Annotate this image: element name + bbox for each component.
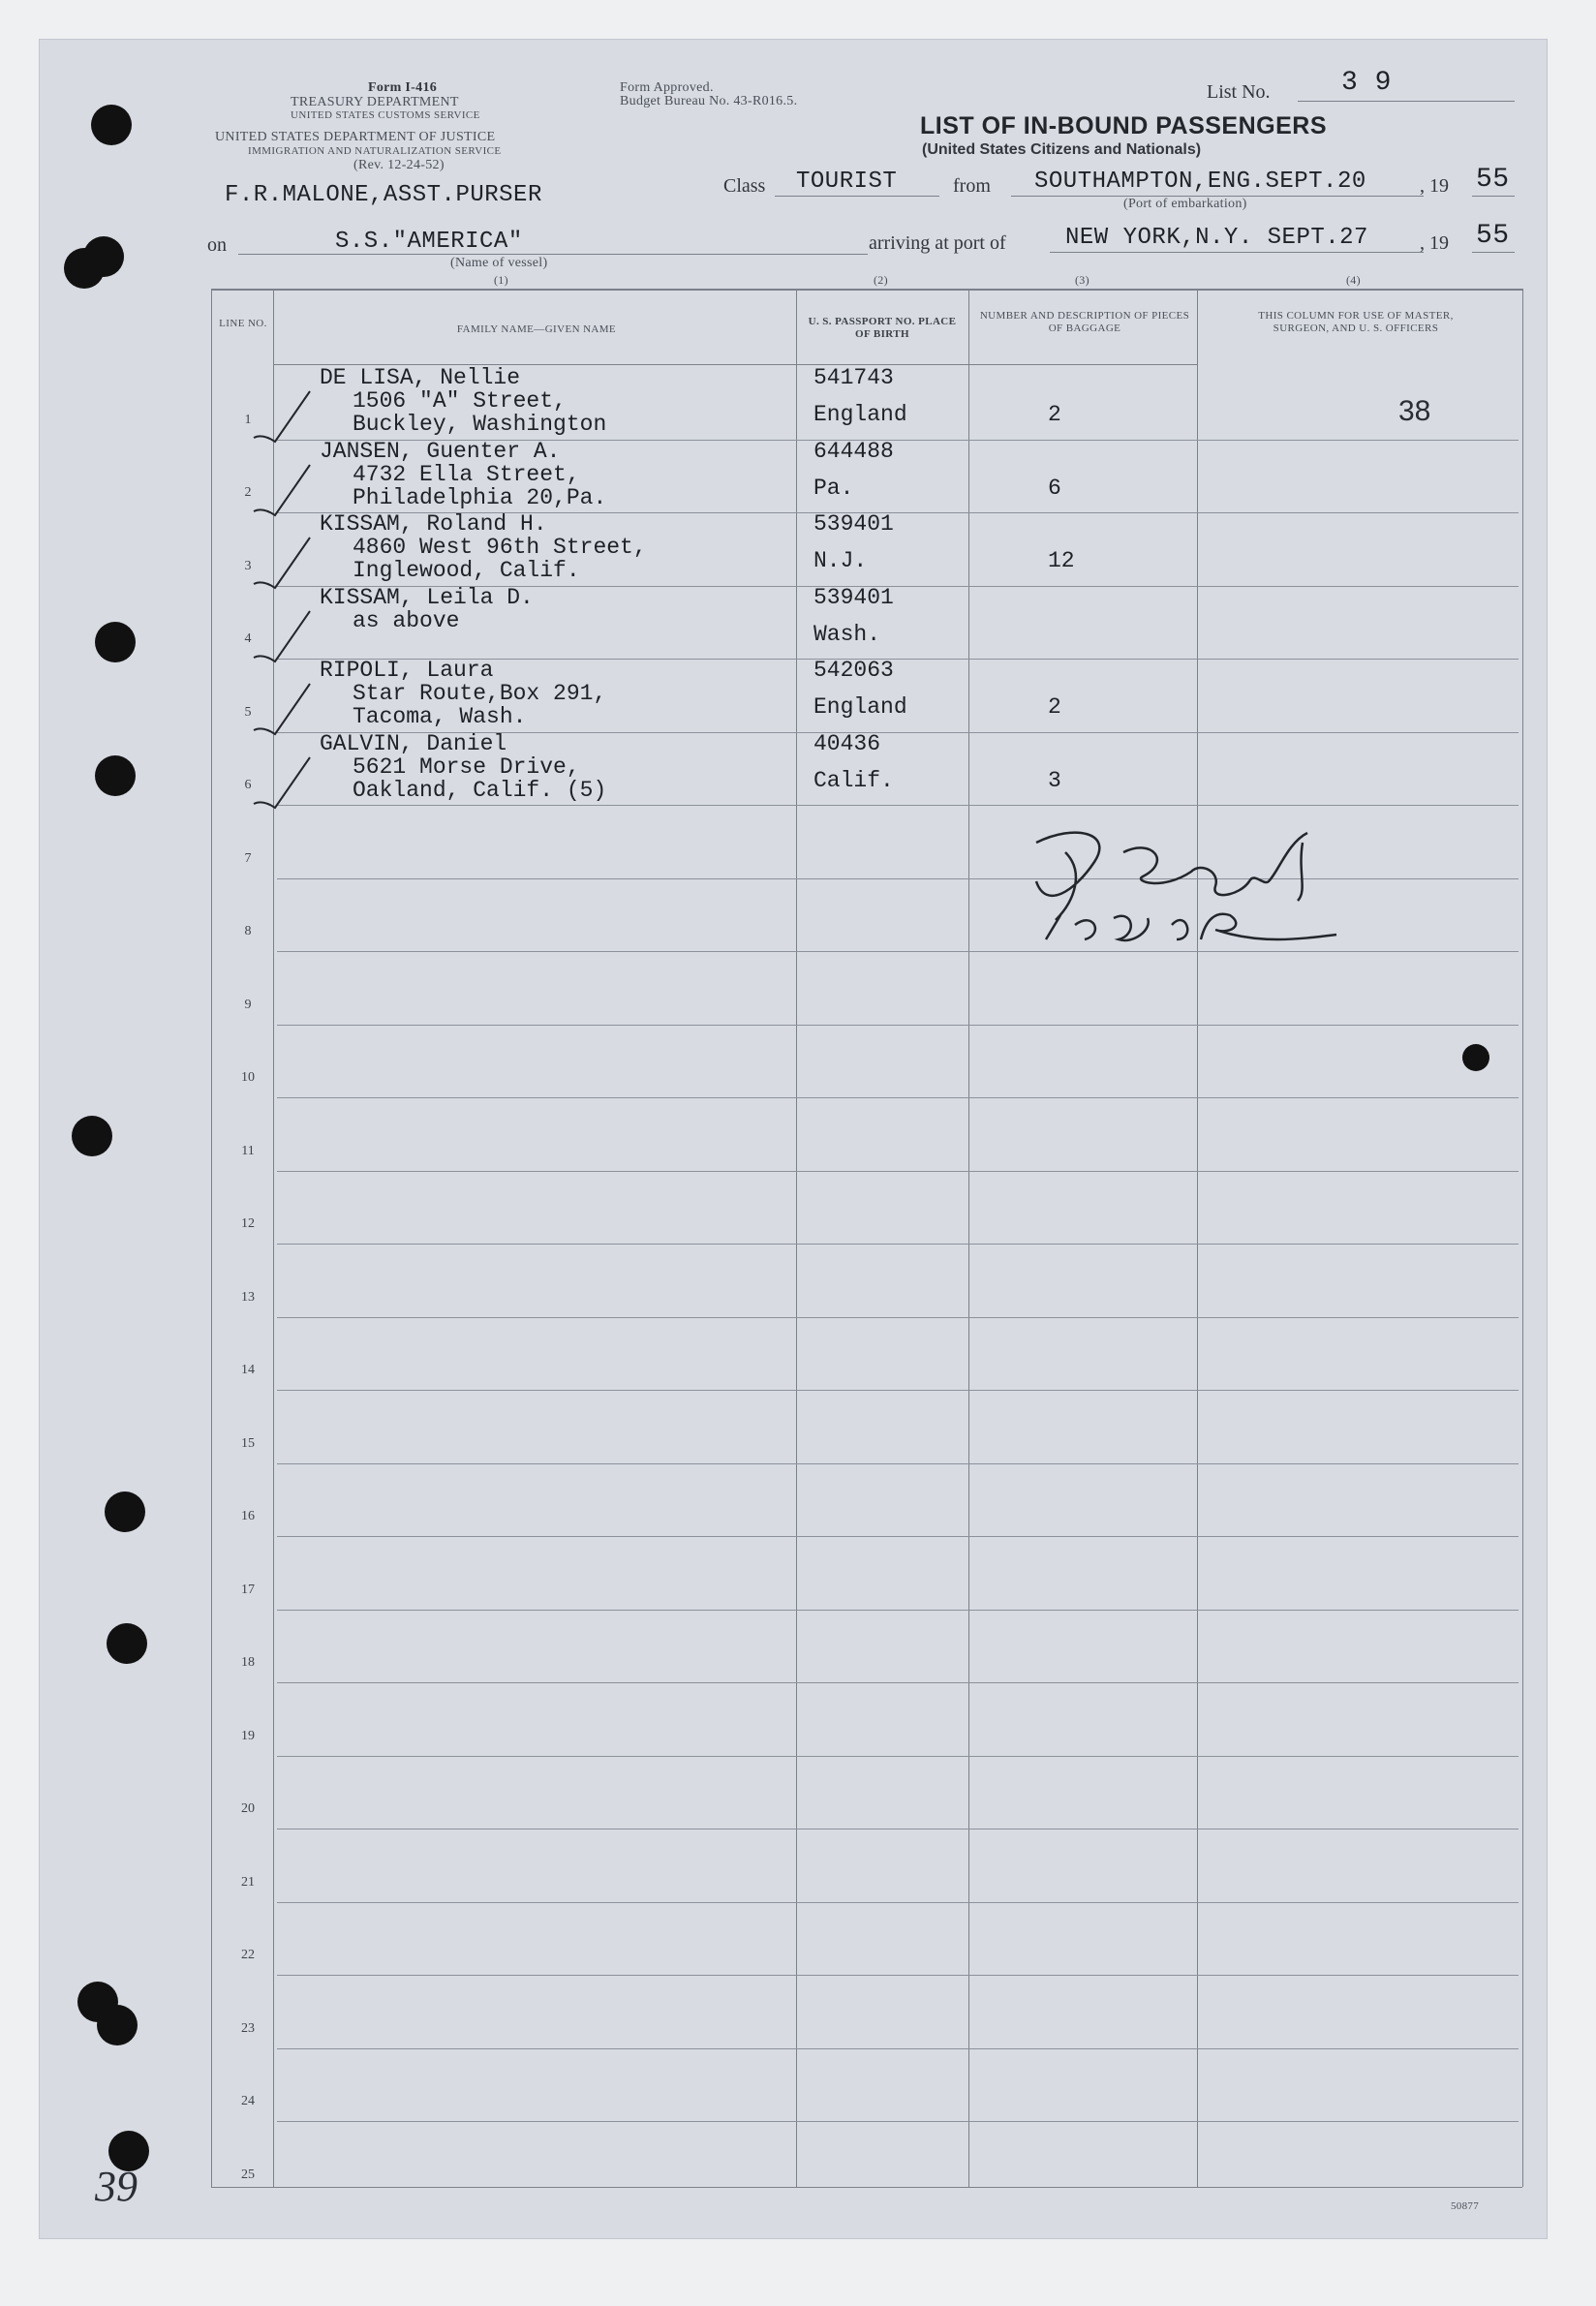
line-number: 8	[244, 924, 252, 938]
table-left-border	[211, 289, 212, 2187]
year-prefix-2: , 19	[1420, 232, 1449, 254]
revision-date: (Rev. 12-24-52)	[353, 158, 445, 172]
baggage-count: 2	[1048, 694, 1061, 720]
line-number: 18	[241, 1655, 255, 1670]
list-no-label: List No.	[1207, 81, 1271, 103]
place-of-birth: England	[813, 694, 907, 720]
customs-service: UNITED STATES CUSTOMS SERVICE	[291, 109, 480, 121]
line-number: 13	[241, 1289, 255, 1305]
passenger-address-2: Philadelphia 20,Pa.	[353, 484, 607, 510]
place-of-birth: England	[813, 402, 907, 427]
punch-hole	[83, 236, 124, 277]
line-number: 20	[241, 1801, 255, 1816]
row-rule	[277, 2048, 1519, 2049]
line-number: 4	[244, 631, 252, 646]
passenger-address-1: 4732 Ella Street,	[353, 461, 580, 487]
class-label: Class	[723, 175, 766, 197]
check-mark-icon	[250, 680, 318, 738]
form-title: LIST OF IN-BOUND PASSENGERS	[920, 112, 1328, 139]
passenger-address-1: 1506 "A" Street,	[353, 388, 567, 414]
punch-hole	[72, 1116, 112, 1156]
immigration-service: IMMIGRATION AND NATURALIZATION SERVICE	[248, 145, 502, 157]
row-rule	[277, 1025, 1519, 1026]
row-rule	[277, 1390, 1519, 1391]
vessel-note: (Name of vessel)	[450, 256, 548, 270]
line-number: 23	[241, 2020, 255, 2036]
header-officers: THIS COLUMN FOR USE OF MASTER, SURGEON, AND U. S. OFFICERS	[1258, 310, 1454, 334]
check-mark-icon	[250, 607, 318, 665]
line-number: 21	[241, 1874, 255, 1890]
passenger-address-1: Star Route,Box 291,	[353, 681, 607, 706]
passenger-address-2: Inglewood, Calif.	[353, 558, 580, 583]
punch-hole	[105, 1491, 145, 1532]
table-right-border	[1522, 289, 1523, 2187]
arrival-underline	[1050, 252, 1424, 253]
justice-department: UNITED STATES DEPARTMENT OF JUSTICE	[215, 130, 496, 144]
passenger-address-1: 5621 Morse Drive,	[353, 753, 580, 780]
line-number: 7	[244, 850, 252, 866]
passport-number: 40436	[813, 730, 881, 756]
treasury-department: TREASURY DEPARTMENT	[291, 95, 459, 109]
form-number: Form I-416	[368, 80, 438, 95]
line-number: 24	[241, 2094, 255, 2108]
class-underline	[775, 196, 939, 197]
line-number: 14	[241, 1363, 255, 1377]
form-sheet	[39, 39, 1548, 2239]
budget-bureau: Budget Bureau No. 43-R016.5.	[620, 94, 798, 108]
check-mark-icon	[250, 387, 318, 446]
line-number: 17	[241, 1582, 255, 1597]
passenger-address-1: 4860 West 96th Street,	[353, 535, 647, 560]
row-rule	[277, 1463, 1519, 1464]
arrival-port: NEW YORK,N.Y. SEPT.27	[1065, 225, 1368, 251]
row-rule	[277, 1171, 1519, 1172]
header-baggage: NUMBER AND DESCRIPTION OF PIECES OF BAGGAGE	[979, 310, 1190, 334]
punch-hole	[97, 2005, 138, 2045]
line-number: 25	[241, 2167, 255, 2182]
passport-number: 644488	[813, 438, 894, 464]
header-family-name: FAMILY NAME—GIVEN NAME	[456, 323, 617, 335]
class-value: TOURIST	[796, 169, 898, 195]
line-number: 10	[241, 1070, 255, 1085]
officer-signature	[1007, 804, 1433, 959]
purser-name: F.R.MALONE,ASST.PURSER	[225, 182, 542, 208]
row-rule	[277, 1536, 1519, 1537]
row-rule	[277, 1902, 1519, 1903]
row-rule	[277, 1097, 1519, 1098]
vessel-name: S.S."AMERICA"	[335, 229, 523, 255]
check-mark-icon	[250, 753, 318, 812]
check-mark-icon	[250, 461, 318, 519]
row-rule	[277, 2121, 1519, 2122]
passenger-address-2: Oakland, Calif. (5)	[353, 777, 607, 803]
place-of-birth: Pa.	[813, 475, 854, 501]
col-num-2: (2)	[874, 273, 888, 287]
passenger-name: DE LISA, Nellie	[320, 365, 521, 390]
line-number: 3	[244, 558, 252, 573]
on-label: on	[207, 234, 227, 256]
passenger-address-2: Tacoma, Wash.	[353, 704, 527, 729]
punch-hole	[95, 622, 136, 662]
form-code: 50877	[1451, 2200, 1479, 2212]
place-of-birth: Calif.	[813, 767, 894, 793]
line-number: 22	[241, 1948, 255, 1962]
row-rule	[277, 1317, 1519, 1318]
from-label: from	[953, 175, 991, 197]
row-rule	[277, 1756, 1519, 1757]
baggage-count: 3	[1048, 767, 1061, 793]
col-num-4: (4)	[1346, 273, 1361, 287]
line-number: 2	[244, 485, 252, 500]
arriving-label: arriving at port of	[869, 232, 1006, 254]
punch-hole	[107, 1623, 147, 1664]
embarkation-value: SOUTHAMPTON,ENG.SEPT.20	[1034, 169, 1366, 195]
punch-hole	[91, 105, 132, 145]
check-mark-icon	[250, 534, 318, 592]
place-of-birth: N.J.	[813, 548, 868, 573]
passenger-name: GALVIN, Daniel	[320, 730, 507, 756]
passport-number: 542063	[813, 658, 894, 683]
row-rule	[277, 1682, 1519, 1683]
line-number: 19	[241, 1728, 255, 1743]
line-number: 1	[244, 412, 252, 427]
passenger-name: KISSAM, Roland H.	[320, 511, 547, 537]
year1-underline	[1472, 196, 1515, 197]
baggage-count: 12	[1048, 548, 1075, 573]
passport-number: 539401	[813, 511, 894, 537]
year2-underline	[1472, 252, 1515, 253]
form-approved: Form Approved.	[620, 80, 714, 95]
passenger-name: JANSEN, Guenter A.	[320, 438, 561, 464]
vessel-underline	[238, 254, 868, 255]
ink-blot	[1462, 1044, 1489, 1071]
passport-number: 539401	[813, 584, 894, 610]
margin-number: 39	[95, 2163, 138, 2210]
col-num-3: (3)	[1075, 273, 1090, 287]
line-number: 6	[244, 778, 252, 792]
line-number: 15	[241, 1435, 255, 1451]
table-bottom-line	[211, 2187, 1522, 2188]
list-no-value: 3 9	[1341, 68, 1392, 98]
baggage-count: 6	[1048, 475, 1061, 501]
officer-mark: 38	[1398, 395, 1431, 427]
line-number: 9	[244, 997, 252, 1012]
baggage-count: 2	[1048, 402, 1061, 427]
row-rule	[277, 1610, 1519, 1611]
row-rule	[277, 1975, 1519, 1976]
punch-hole	[95, 755, 136, 796]
year-prefix-1: , 19	[1420, 175, 1449, 197]
embarkation-note: (Port of embarkation)	[1123, 197, 1247, 211]
row-rule	[277, 1244, 1519, 1245]
year-value-2: 55	[1476, 221, 1510, 251]
place-of-birth: Wash.	[813, 621, 881, 647]
passport-number: 541743	[813, 365, 894, 390]
passenger-address-2: Buckley, Washington	[353, 412, 607, 437]
list-no-underline	[1298, 101, 1515, 102]
passenger-address-1: as above	[353, 607, 460, 633]
year-value-1: 55	[1476, 165, 1510, 195]
line-number: 16	[241, 1509, 255, 1523]
line-number: 12	[241, 1216, 255, 1231]
passenger-name: RIPOLI, Laura	[320, 658, 494, 683]
line-number: 11	[241, 1143, 255, 1158]
passenger-name: KISSAM, Leila D.	[320, 584, 534, 610]
header-line-no: LINE NO.	[219, 318, 267, 329]
table-top-line	[211, 289, 1522, 291]
line-number: 5	[244, 704, 252, 720]
form-subtitle: (United States Citizens and Nationals)	[922, 141, 1202, 158]
col-num-1: (1)	[494, 273, 508, 287]
header-passport: U. S. PASSPORT NO. PLACE OF BIRTH	[808, 316, 957, 340]
